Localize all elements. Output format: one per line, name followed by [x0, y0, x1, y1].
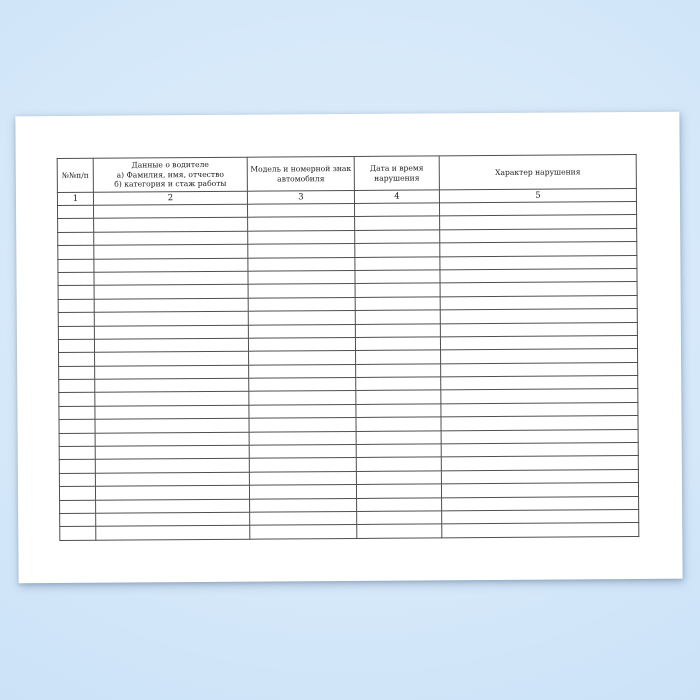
table-cell [440, 282, 637, 297]
table-cell [355, 270, 440, 284]
table-cell [95, 485, 249, 499]
table-cell [58, 326, 94, 340]
table-cell [58, 272, 94, 286]
table-cell [356, 350, 441, 364]
table-cell [95, 445, 249, 459]
table-cell [96, 512, 250, 526]
table-cell [59, 460, 95, 474]
table-cell [355, 230, 440, 244]
table-cell [248, 297, 355, 311]
table-cell [249, 418, 356, 432]
table-cell [94, 311, 248, 325]
table-cell [441, 429, 638, 444]
table-cell [356, 484, 441, 498]
table-header [57, 154, 636, 205]
table-cell [94, 285, 248, 299]
table-cell [95, 378, 249, 392]
document-page [15, 112, 682, 584]
table-cell [248, 244, 355, 258]
table-cell [354, 203, 439, 217]
table-cell [440, 215, 637, 230]
table-cell [248, 337, 355, 351]
table-cell [442, 509, 639, 524]
col-header-driver-data [93, 157, 247, 192]
table-cell [248, 230, 355, 244]
table-cell [60, 513, 96, 527]
table-cell [60, 500, 96, 514]
table-row [60, 523, 639, 540]
col-header-label-line: а) Фамилия, имя, отчество [116, 169, 225, 180]
table-cell [94, 338, 248, 352]
table-cell [247, 203, 354, 217]
table-cell [59, 366, 95, 380]
table-cell [440, 309, 637, 324]
table-cell [59, 446, 95, 460]
table-cell [59, 379, 95, 393]
table-cell [249, 431, 356, 445]
table-cell [440, 322, 637, 337]
table-body [58, 201, 639, 540]
table-cell [441, 349, 638, 364]
table-cell [58, 312, 94, 326]
col-header-violation-character [439, 154, 636, 189]
table-cell [59, 486, 95, 500]
table-cell [58, 219, 94, 233]
table-cell [248, 257, 355, 271]
table-cell [355, 297, 440, 311]
table-cell [58, 232, 94, 246]
table-cell [441, 402, 638, 417]
table-cell [356, 364, 441, 378]
column-number-cell: 5 [439, 188, 636, 202]
table-cell [95, 405, 249, 419]
table-cell [95, 392, 249, 406]
col-header-row-number [57, 158, 93, 192]
table-cell [59, 473, 95, 487]
table-cell [95, 432, 249, 446]
table-cell [442, 496, 639, 511]
table-cell [440, 295, 637, 310]
table-cell [95, 365, 249, 379]
table-cell [356, 430, 441, 444]
table-cell [441, 456, 638, 471]
table-cell [439, 201, 636, 216]
table-cell [357, 511, 442, 525]
table-cell [249, 391, 356, 405]
table-cell [58, 299, 94, 313]
table-cell [442, 523, 639, 538]
table-cell [95, 351, 249, 365]
table-cell [441, 416, 638, 431]
table-cell [60, 527, 96, 541]
table-cell [440, 228, 637, 243]
table-cell [58, 286, 94, 300]
table-header-row [57, 154, 636, 192]
table-cell [250, 525, 357, 539]
table-cell [441, 469, 638, 484]
table-cell [357, 497, 442, 511]
table-cell [59, 393, 95, 407]
table-cell [248, 284, 355, 298]
table-cell [356, 390, 441, 404]
table-cell [94, 258, 248, 272]
col-header-label-line: Модель и номерной знак [250, 163, 352, 174]
table-cell [356, 444, 441, 458]
table-cell [440, 255, 637, 270]
violations-table [57, 154, 640, 541]
table-cell [94, 244, 248, 258]
table-cell [58, 259, 94, 273]
column-number-cell: 1 [57, 192, 93, 205]
table-cell [95, 472, 249, 486]
table-cell [356, 377, 441, 391]
table-cell [94, 218, 248, 232]
table-cell [248, 270, 355, 284]
table-cell [58, 339, 94, 353]
table-cell [96, 526, 250, 540]
column-number-cell: 2 [93, 191, 247, 205]
table-cell [355, 310, 440, 324]
table-cell [249, 458, 356, 472]
table-cell [94, 325, 248, 339]
col-header-vehicle-model [247, 156, 354, 191]
table-cell [58, 245, 94, 259]
table-cell [355, 283, 440, 297]
table-cell [248, 324, 355, 338]
table-cell [357, 524, 442, 538]
table-cell [94, 298, 248, 312]
table-cell [249, 404, 356, 418]
table-cell [250, 511, 357, 525]
table-cell [441, 362, 638, 377]
col-header-label-line: б) категория и стаж работы [114, 179, 227, 190]
column-number-cell: 4 [354, 190, 439, 204]
col-header-label-line: автомобиля [277, 173, 325, 183]
table-cell [96, 499, 250, 513]
table-cell [356, 457, 441, 471]
table-cell [249, 378, 356, 392]
table-cell [249, 444, 356, 458]
table-cell [355, 243, 440, 257]
table-cell [58, 205, 94, 219]
table-cell [355, 323, 440, 337]
table-cell [355, 256, 440, 270]
table-cell [355, 216, 440, 230]
table-cell [59, 420, 95, 434]
table-cell [249, 351, 356, 365]
table-cell [94, 231, 248, 245]
table-cell [441, 389, 638, 404]
table-cell [94, 271, 248, 285]
table-cell [355, 337, 440, 351]
column-number-cell: 3 [247, 190, 354, 204]
col-header-label: Характер нарушения [495, 166, 581, 177]
table-cell [441, 443, 638, 458]
table-cell [59, 433, 95, 447]
table-cell [94, 204, 248, 218]
table-cell [249, 471, 356, 485]
table-cell [356, 417, 441, 431]
col-header-label: Дата и время нарушения [369, 163, 424, 183]
col-header-label: №№п/п [61, 170, 89, 180]
table-cell [441, 376, 638, 391]
table-cell [356, 471, 441, 485]
table-cell [441, 483, 638, 498]
col-header-label-line: Данные о водителе [131, 159, 209, 170]
table-cell [440, 335, 637, 350]
table-cell [95, 459, 249, 473]
table-cell [356, 404, 441, 418]
table-cell [95, 418, 249, 432]
table-cell [440, 242, 637, 257]
col-header-violation-datetime [354, 156, 439, 191]
table-cell [59, 406, 95, 420]
table-cell [249, 364, 356, 378]
table-cell [250, 498, 357, 512]
table-cell [249, 485, 356, 499]
table-cell [248, 217, 355, 231]
table-cell [59, 353, 95, 367]
table-cell [440, 268, 637, 283]
table-cell [248, 311, 355, 325]
